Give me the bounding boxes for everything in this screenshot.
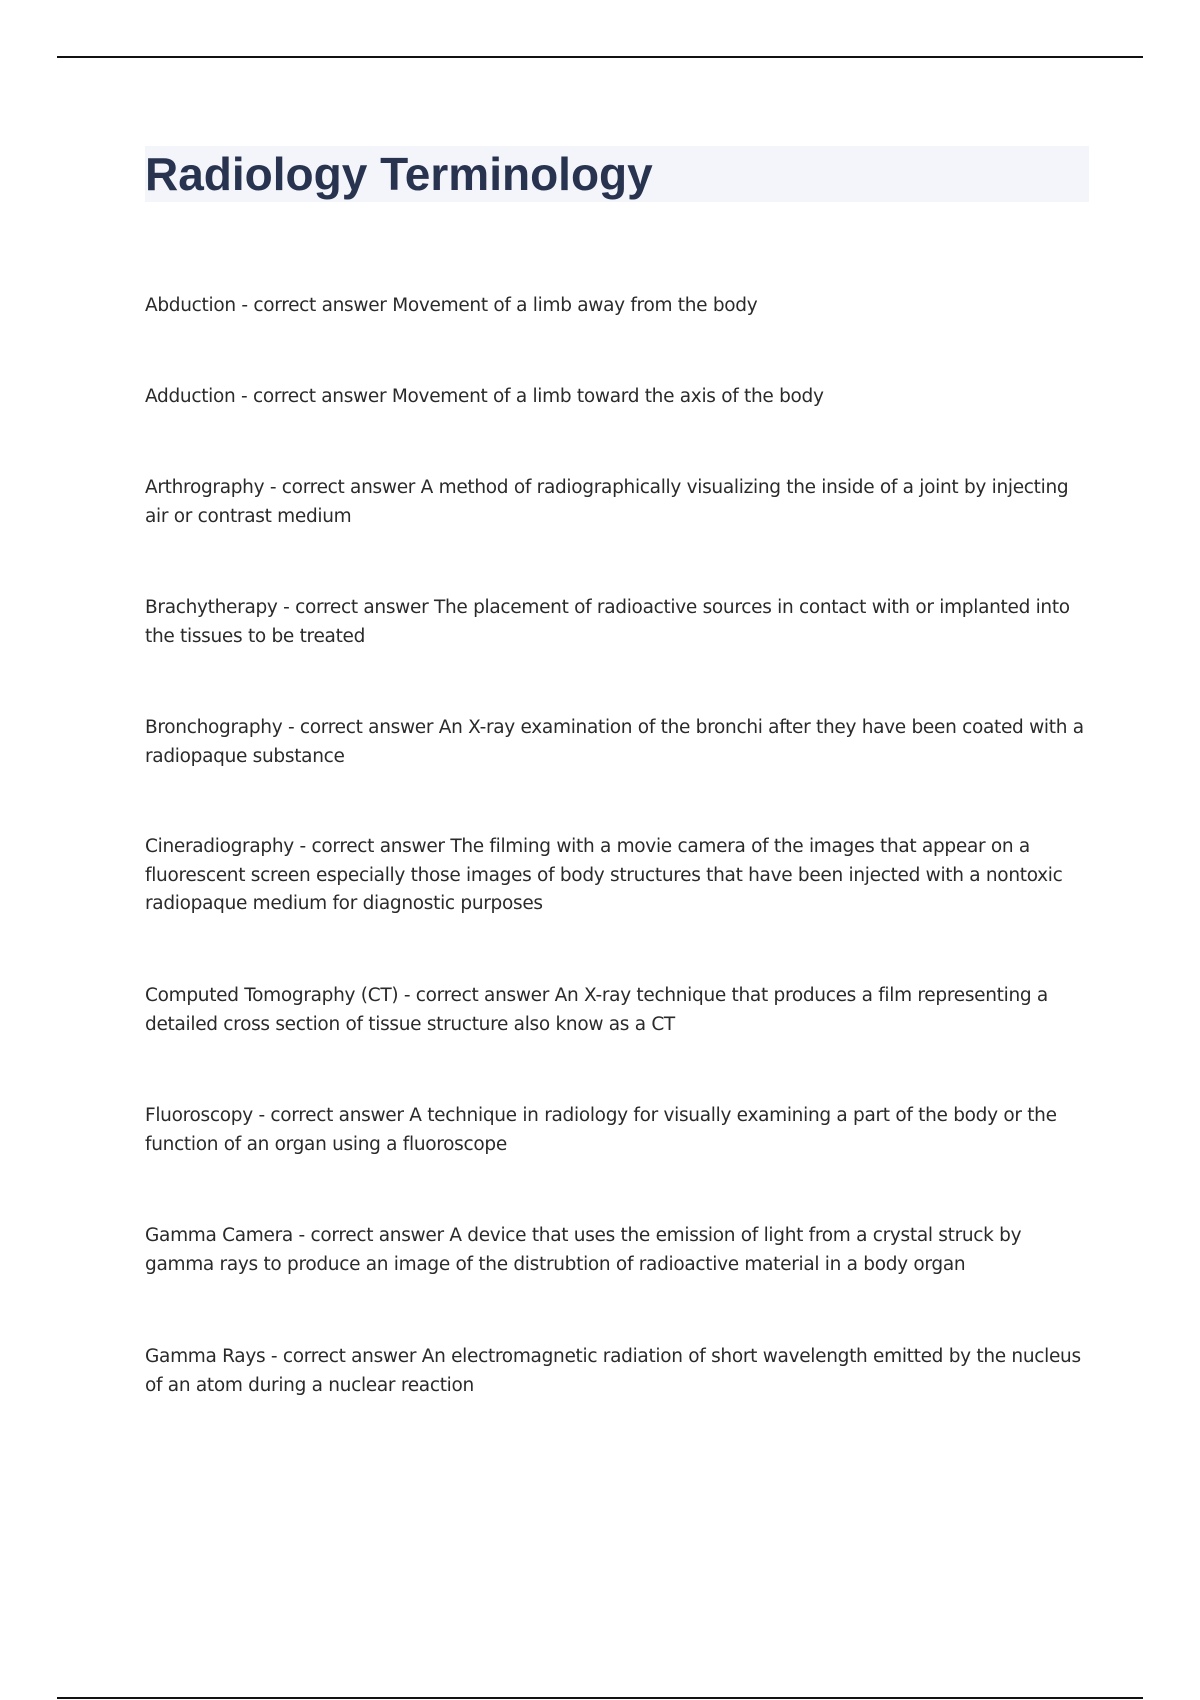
answer-separator: - correct answer (235, 386, 392, 407)
definition: An electromagnetic radiation of short wavelength emitted by the nucleus of an atom during a nuclear reaction (145, 1346, 1081, 1396)
page-title: Radiology Terminology (145, 148, 653, 200)
term: Fluoroscopy (145, 1105, 253, 1126)
answer-separator: - correct answer (277, 597, 434, 618)
term-entry (145, 833, 1085, 919)
term: Gamma Rays (145, 1346, 266, 1367)
term: Gamma Camera (145, 1225, 293, 1246)
term: Computed Tomography (CT) (145, 985, 399, 1006)
term: Abduction (145, 295, 236, 316)
term-entry (145, 1102, 1085, 1159)
answer-separator: - correct answer (292, 1225, 450, 1246)
term-entry (145, 594, 1085, 651)
term-entry (145, 1222, 1085, 1279)
term-entry (145, 1343, 1085, 1400)
definition: A device that uses the emission of light from a crystal struck by gamma rays to produce an image of the distrubtion of radioactive material in a body organ (145, 1225, 1022, 1275)
answer-separator: - correct answer (293, 836, 451, 857)
answer-separator: - correct answer (235, 295, 393, 316)
term: Cineradiography (145, 836, 294, 857)
answer-separator: - correct answer (398, 985, 555, 1006)
answer-separator: - correct answer (282, 717, 439, 738)
bottom-rule (57, 1697, 1143, 1699)
answer-separator: - correct answer (265, 1346, 422, 1367)
term-entry (145, 714, 1085, 771)
definition: Movement of a limb toward the axis of the body (391, 386, 824, 407)
top-rule (57, 56, 1143, 58)
definition: An X-ray technique that produces a film representing a detailed cross section of tissue structure also know as a CT (145, 985, 1048, 1035)
definition: Movement of a limb away from the body (392, 295, 758, 316)
definition: The filming with a movie camera of the images that appear on a fluorescent screen especially those images of body structures that have been injected with a nontoxic radiopaque medium for diagnostic purposes (145, 836, 1063, 914)
answer-separator: - correct answer (264, 477, 421, 498)
definition: A technique in radiology for visually examining a part of the body or the function of an organ using a fluoroscope (145, 1105, 1057, 1155)
term-entry (145, 474, 1085, 531)
term: Arthrography (145, 477, 265, 498)
definition: A method of radiographically visualizing the inside of a joint by injecting air or contrast medium (145, 477, 1069, 527)
term: Bronchography (145, 717, 283, 738)
term: Adduction (145, 386, 236, 407)
definition: An X-ray examination of the bronchi after they have been coated with a radiopaque substance (145, 717, 1084, 767)
term-entry (145, 383, 1085, 412)
term: Brachytherapy (145, 597, 278, 618)
term-entry (145, 292, 1085, 321)
answer-separator: - correct answer (252, 1105, 410, 1126)
term-entry (145, 982, 1085, 1039)
definition: The placement of radioactive sources in contact with or implanted into the tissues to be treated (145, 597, 1070, 647)
